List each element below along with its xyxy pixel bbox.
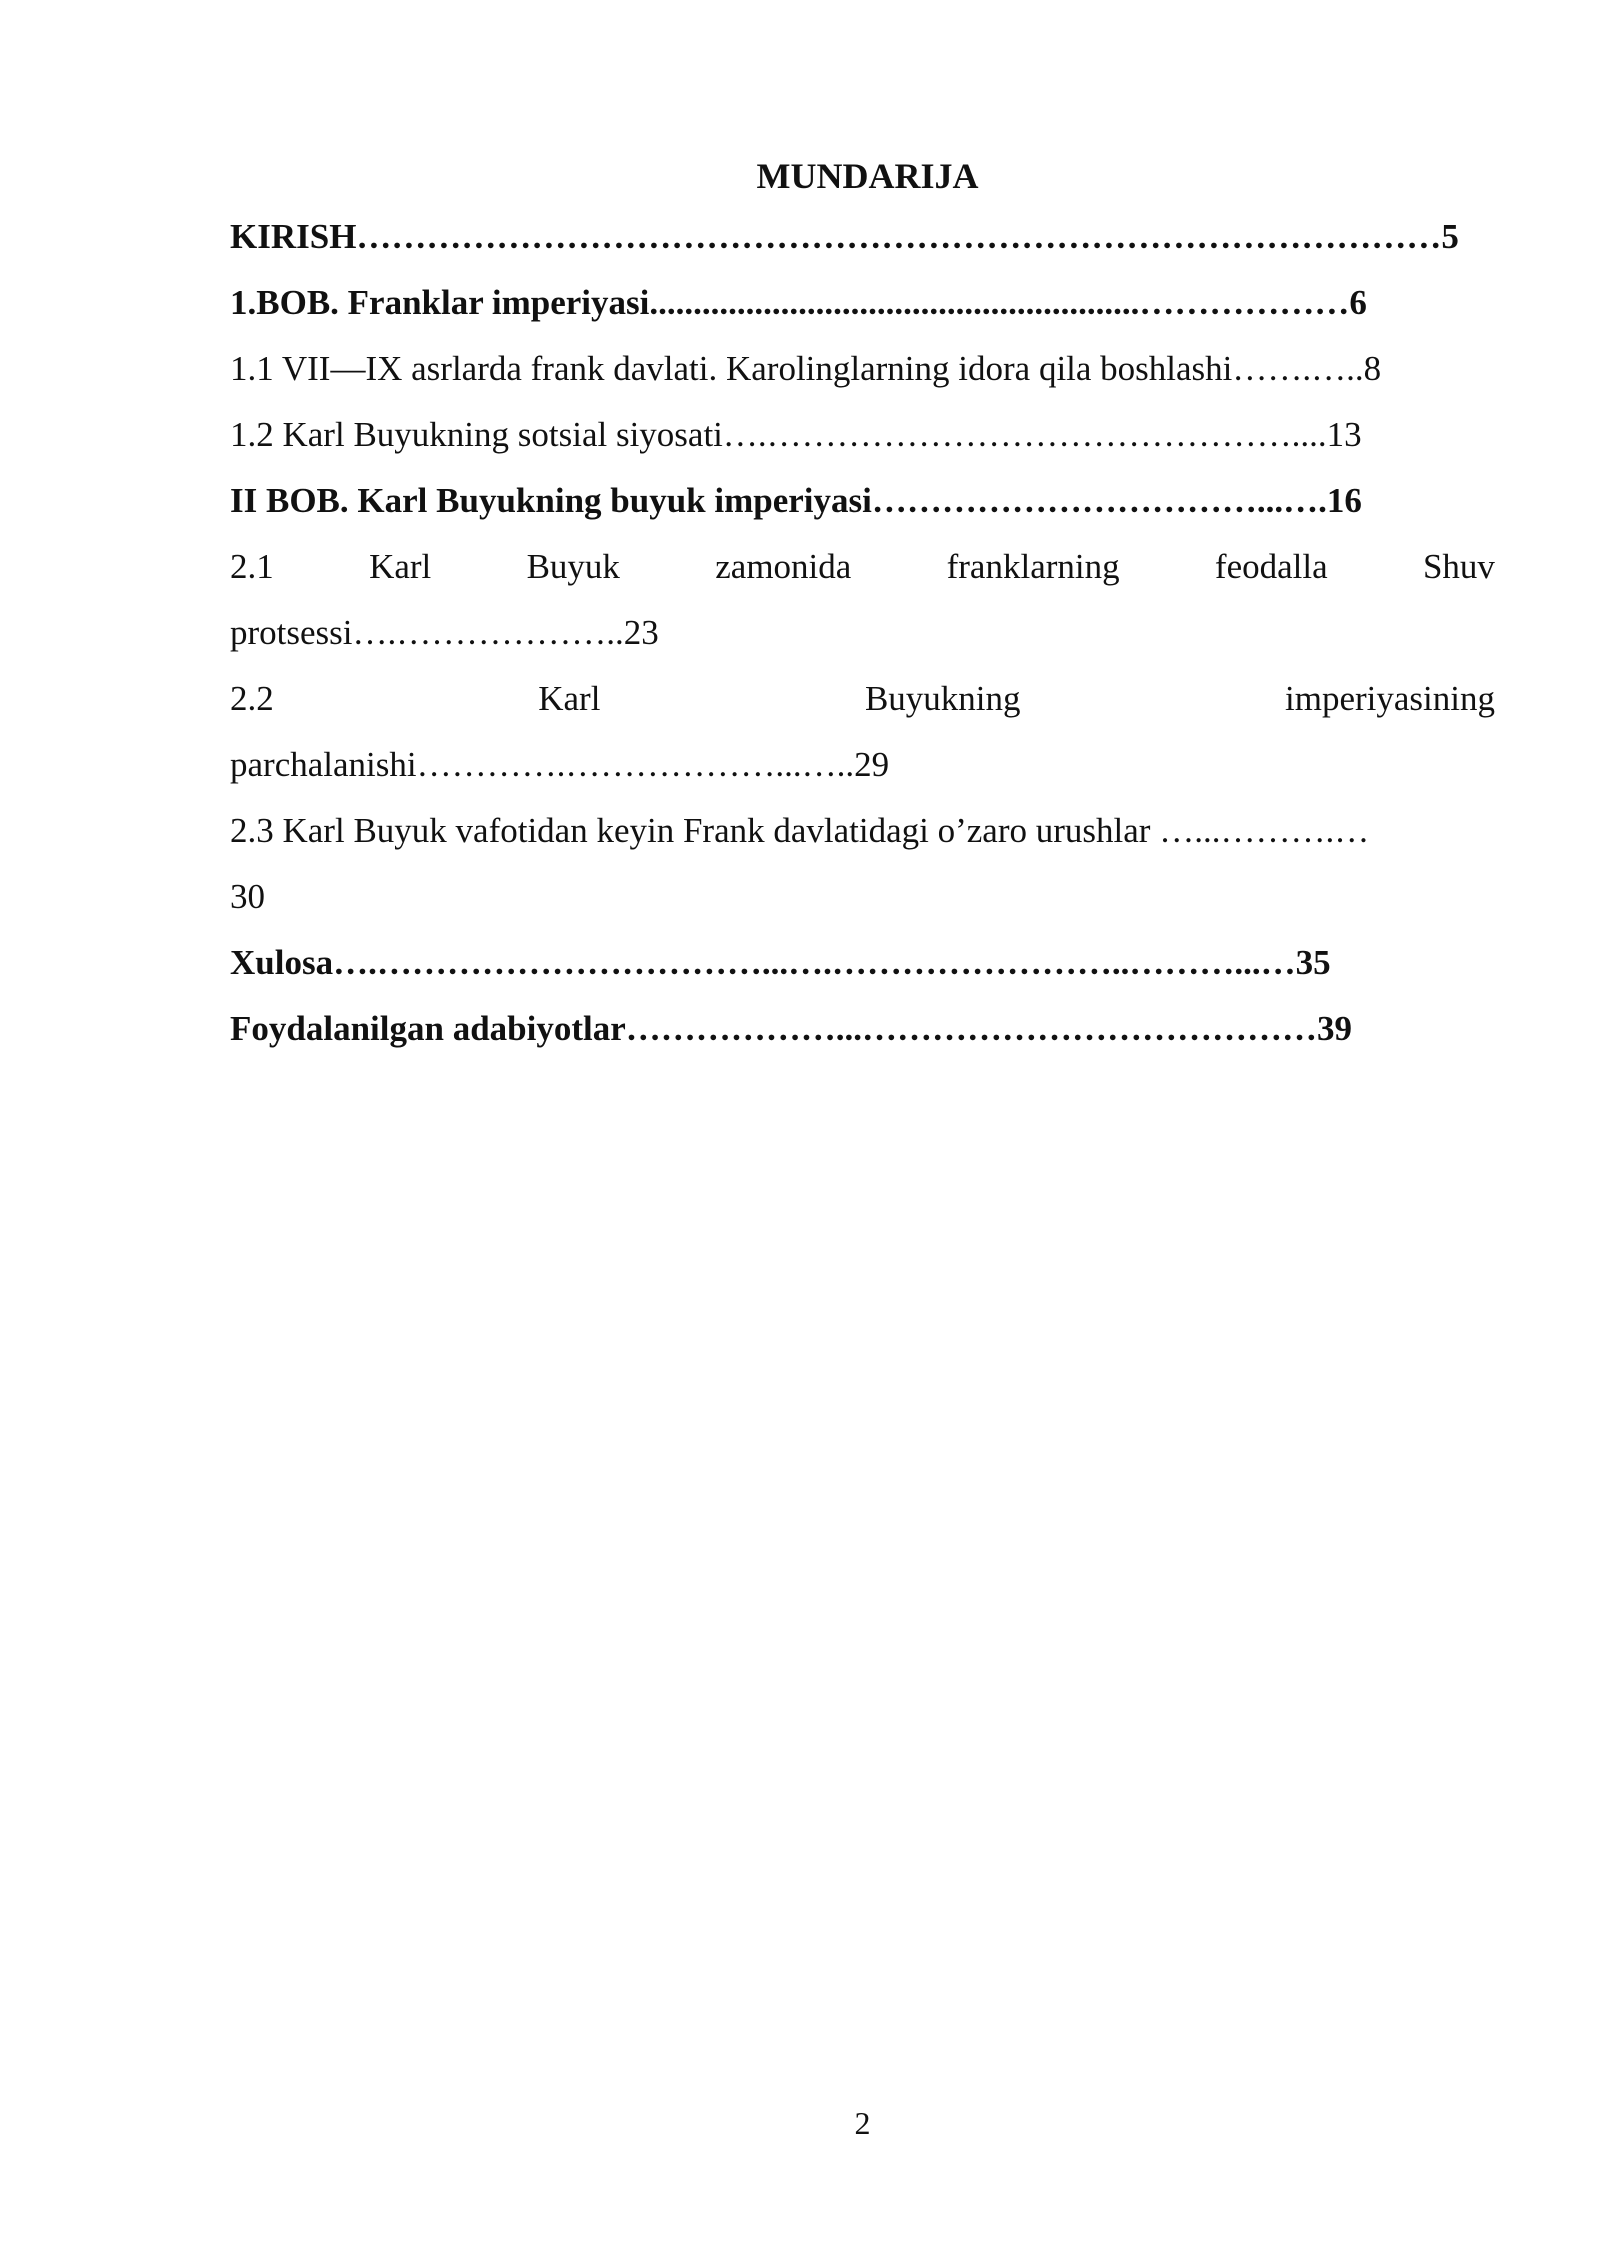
toc-entry-kirish: KIRISH…………………………………………………………………………………5 — [230, 217, 1459, 256]
toc-word: Buyukning — [864, 679, 1021, 718]
page-number: 2 — [854, 2105, 871, 2141]
toc-word: imperiyasining — [1285, 679, 1495, 718]
toc-word: Shuv — [1422, 547, 1495, 586]
toc-word: Karl — [369, 547, 432, 586]
toc-entry-xulosa: Xulosa….……………………………...….……………………..………...…35 — [230, 943, 1331, 982]
toc-entry-adabiyotlar: Foydalanilgan adabiyotlar………………...…………………………………39 — [230, 1009, 1353, 1048]
toc-entry-2-1 — [230, 534, 1495, 600]
toc-word: zamonida — [715, 547, 852, 586]
toc-word: 2.2 — [230, 679, 274, 718]
toc-entry-bob-1: 1.BOB. Franklar imperiyasi........................................................………………6 — [230, 283, 1367, 322]
page-title: MUNDARIJA — [756, 156, 979, 196]
toc-entry-2-1-continued: protsessi….………………..23 — [230, 613, 659, 652]
toc-word: 2.1 — [230, 547, 274, 586]
toc-entry-1-2: 1.2 Karl Buyukning sotsial siyosati….………………………………………....13 — [230, 415, 1362, 454]
toc-entry-1-1: 1.1 VII—IX asrlarda frank davlati. Karolinglarning idora qila boshlashi…….…..8 — [230, 349, 1382, 388]
toc-entry-2-3-continued: 30 — [230, 877, 265, 916]
table-of-contents — [230, 148, 1495, 1062]
toc-word: Karl — [538, 679, 601, 718]
toc-word: feodalla — [1214, 547, 1328, 586]
toc-entry-bob-2: II BOB. Karl Buyukning buyuk imperiyasi……………………………...….16 — [230, 481, 1362, 520]
toc-entry-2-3: 2.3 Karl Buyuk vafotidan keyin Frank davlatidagi o’zaro urushlar …...……….… — [230, 811, 1370, 850]
toc-word: Buyuk — [526, 547, 620, 586]
toc-entry-2-2-continued: parchalanishi………….………………...…..29 — [230, 745, 890, 784]
toc-word: franklarning — [946, 547, 1120, 586]
toc-entry-2-2 — [230, 666, 1495, 732]
